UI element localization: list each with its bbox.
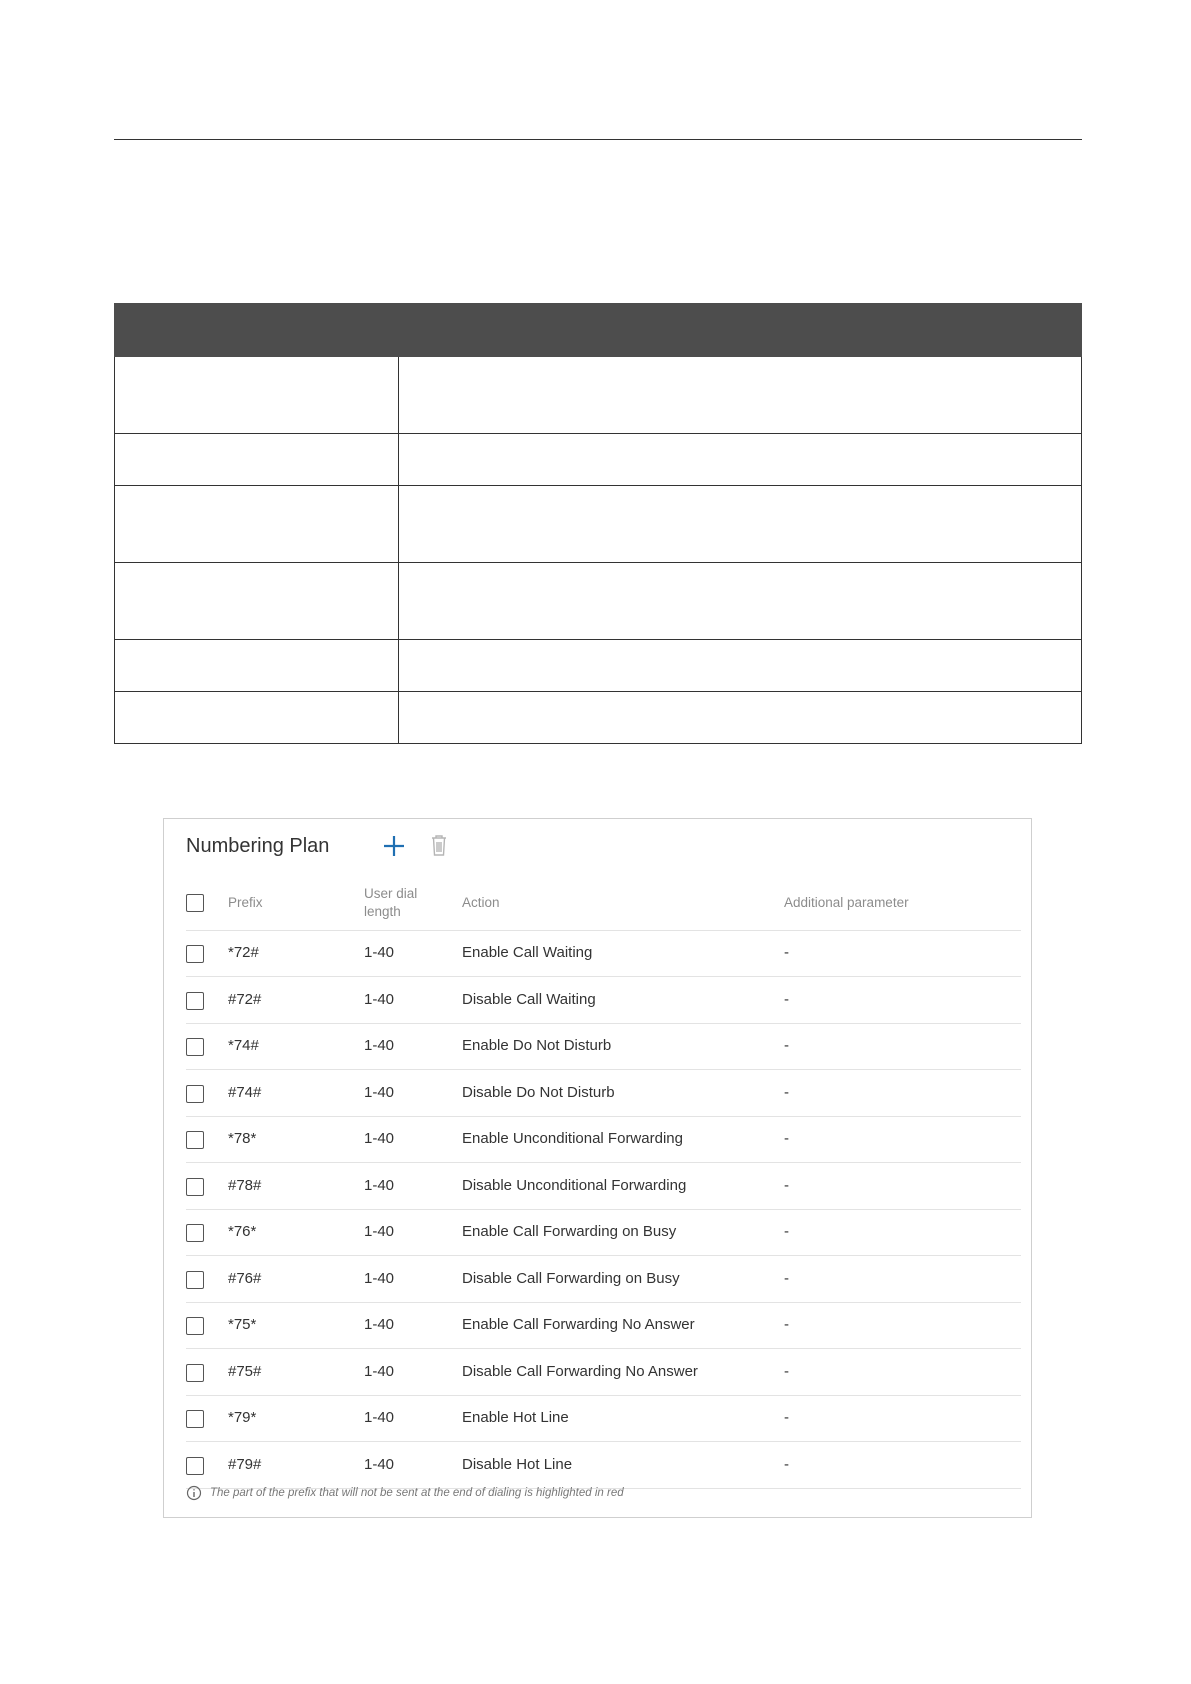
table-row[interactable] [186, 1257, 1021, 1303]
user-dial-length-cell: 1-40 [364, 1409, 395, 1426]
prefix-cell: *76* [228, 1223, 257, 1240]
description-table-header [115, 304, 1082, 357]
row-label [115, 692, 399, 744]
user-dial-length-cell: 1-40 [364, 1269, 395, 1287]
page-header-rule [114, 139, 1082, 140]
action-cell: Enable Call Forwarding on Busy [462, 1223, 677, 1240]
table-row[interactable] [186, 1210, 1021, 1256]
table-row [115, 692, 1082, 744]
table-row [115, 434, 1082, 486]
action-cell: Enable Unconditional Forwarding [462, 1130, 683, 1147]
row-label [115, 563, 399, 640]
user-dial-length-cell: 1-40 [364, 1083, 395, 1101]
action-cell: Enable Hot Line [462, 1409, 569, 1426]
numbering-plan-panel [163, 818, 1032, 1518]
row-text [399, 563, 1082, 640]
additional-parameter-cell: - [784, 990, 789, 1008]
user-dial-length-cell: 1-40 [364, 1223, 395, 1240]
row-checkbox[interactable] [186, 1457, 204, 1475]
prefix-cell: #72# [228, 990, 262, 1008]
user-dial-length-cell: 1-40 [364, 944, 395, 961]
plus-icon[interactable] [382, 834, 406, 858]
additional-parameter-cell: - [784, 1269, 789, 1287]
row-checkbox[interactable] [186, 945, 204, 963]
user-dial-length-cell: 1-40 [364, 990, 395, 1008]
table-row [115, 486, 1082, 563]
row-checkbox[interactable] [186, 1038, 204, 1056]
table-header-row [186, 875, 1021, 931]
table-row[interactable] [186, 1303, 1021, 1349]
action-cell: Enable Call Forwarding No Answer [462, 1316, 695, 1333]
prefix-cell: *78* [228, 1130, 257, 1147]
table-row[interactable] [186, 931, 1021, 977]
additional-parameter-cell: - [784, 1362, 789, 1380]
additional-parameter-cell: - [784, 1130, 789, 1147]
table-row[interactable] [186, 1071, 1021, 1117]
prefix-cell: #78# [228, 1176, 262, 1194]
table-row[interactable] [186, 1350, 1021, 1396]
row-checkbox[interactable] [186, 1085, 204, 1103]
user-dial-length-cell: 1-40 [364, 1362, 395, 1380]
table-row[interactable] [186, 1117, 1021, 1163]
user-dial-length-cell: 1-40 [364, 1316, 395, 1333]
row-checkbox[interactable] [186, 1178, 204, 1196]
table-row[interactable] [186, 978, 1021, 1024]
action-cell: Enable Call Waiting [462, 944, 593, 961]
additional-parameter-cell: - [784, 1037, 789, 1054]
description-table [114, 303, 1082, 744]
table-row[interactable] [186, 1443, 1021, 1489]
user-dial-length-cell: 1-40 [364, 1455, 395, 1473]
row-checkbox[interactable] [186, 1271, 204, 1289]
select-all-checkbox[interactable] [186, 894, 204, 912]
prefix-cell: *75* [228, 1316, 257, 1333]
action-cell: Disable Unconditional Forwarding [462, 1176, 687, 1194]
table-row[interactable] [186, 1396, 1021, 1442]
prefix-cell: *74# [228, 1037, 259, 1054]
table-row[interactable] [186, 1164, 1021, 1210]
row-label [115, 486, 399, 563]
row-checkbox[interactable] [186, 1224, 204, 1242]
trash-icon[interactable] [430, 833, 448, 857]
additional-parameter-cell: - [784, 1316, 789, 1333]
user-dial-length-cell: 1-40 [364, 1176, 395, 1194]
user-dial-length-cell: 1-40 [364, 1130, 395, 1147]
action-cell: Disable Call Forwarding No Answer [462, 1362, 698, 1380]
row-text [399, 357, 1082, 434]
table-row [115, 357, 1082, 434]
user-dial-length-cell: 1-40 [364, 1037, 395, 1054]
row-checkbox[interactable] [186, 1364, 204, 1382]
row-checkbox[interactable] [186, 992, 204, 1010]
column-header-prefix[interactable]: Prefix [228, 895, 263, 910]
column-header-user-dial-length[interactable]: User dial length [364, 886, 418, 919]
table-row [115, 640, 1082, 692]
row-checkbox[interactable] [186, 1317, 204, 1335]
action-cell: Disable Hot Line [462, 1455, 573, 1473]
panel-title: Numbering Plan [186, 835, 330, 857]
row-label [115, 434, 399, 486]
row-checkbox[interactable] [186, 1410, 204, 1428]
prefix-cell: #75# [228, 1362, 262, 1380]
action-cell: Disable Call Waiting [462, 990, 596, 1008]
row-label [115, 357, 399, 434]
prefix-cell: *72# [228, 944, 259, 961]
additional-parameter-cell: - [784, 1223, 789, 1240]
table-row[interactable] [186, 1024, 1021, 1070]
row-label [115, 640, 399, 692]
info-icon [186, 1485, 202, 1501]
prefix-cell: #76# [228, 1269, 262, 1287]
action-cell: Disable Call Forwarding on Busy [462, 1269, 680, 1287]
row-text [399, 486, 1082, 563]
row-text [399, 640, 1082, 692]
column-header-action[interactable]: Action [462, 895, 500, 910]
prefix-cell: #74# [228, 1083, 262, 1101]
row-text [399, 434, 1082, 486]
additional-parameter-cell: - [784, 1176, 789, 1194]
prefix-cell: *79* [228, 1409, 257, 1426]
row-checkbox[interactable] [186, 1131, 204, 1149]
prefix-note: The part of the prefix that will not be sent at the end of dialing is highlighted in red [210, 1487, 624, 1499]
action-cell: Enable Do Not Disturb [462, 1037, 612, 1054]
additional-parameter-cell: - [784, 944, 789, 961]
additional-parameter-cell: - [784, 1455, 789, 1473]
table-row [115, 563, 1082, 640]
column-header-additional-parameter[interactable]: Additional parameter [784, 895, 909, 910]
action-cell: Disable Do Not Disturb [462, 1083, 615, 1101]
prefix-cell: #79# [228, 1455, 262, 1473]
additional-parameter-cell: - [784, 1083, 789, 1101]
additional-parameter-cell: - [784, 1409, 789, 1426]
row-text [399, 692, 1082, 744]
